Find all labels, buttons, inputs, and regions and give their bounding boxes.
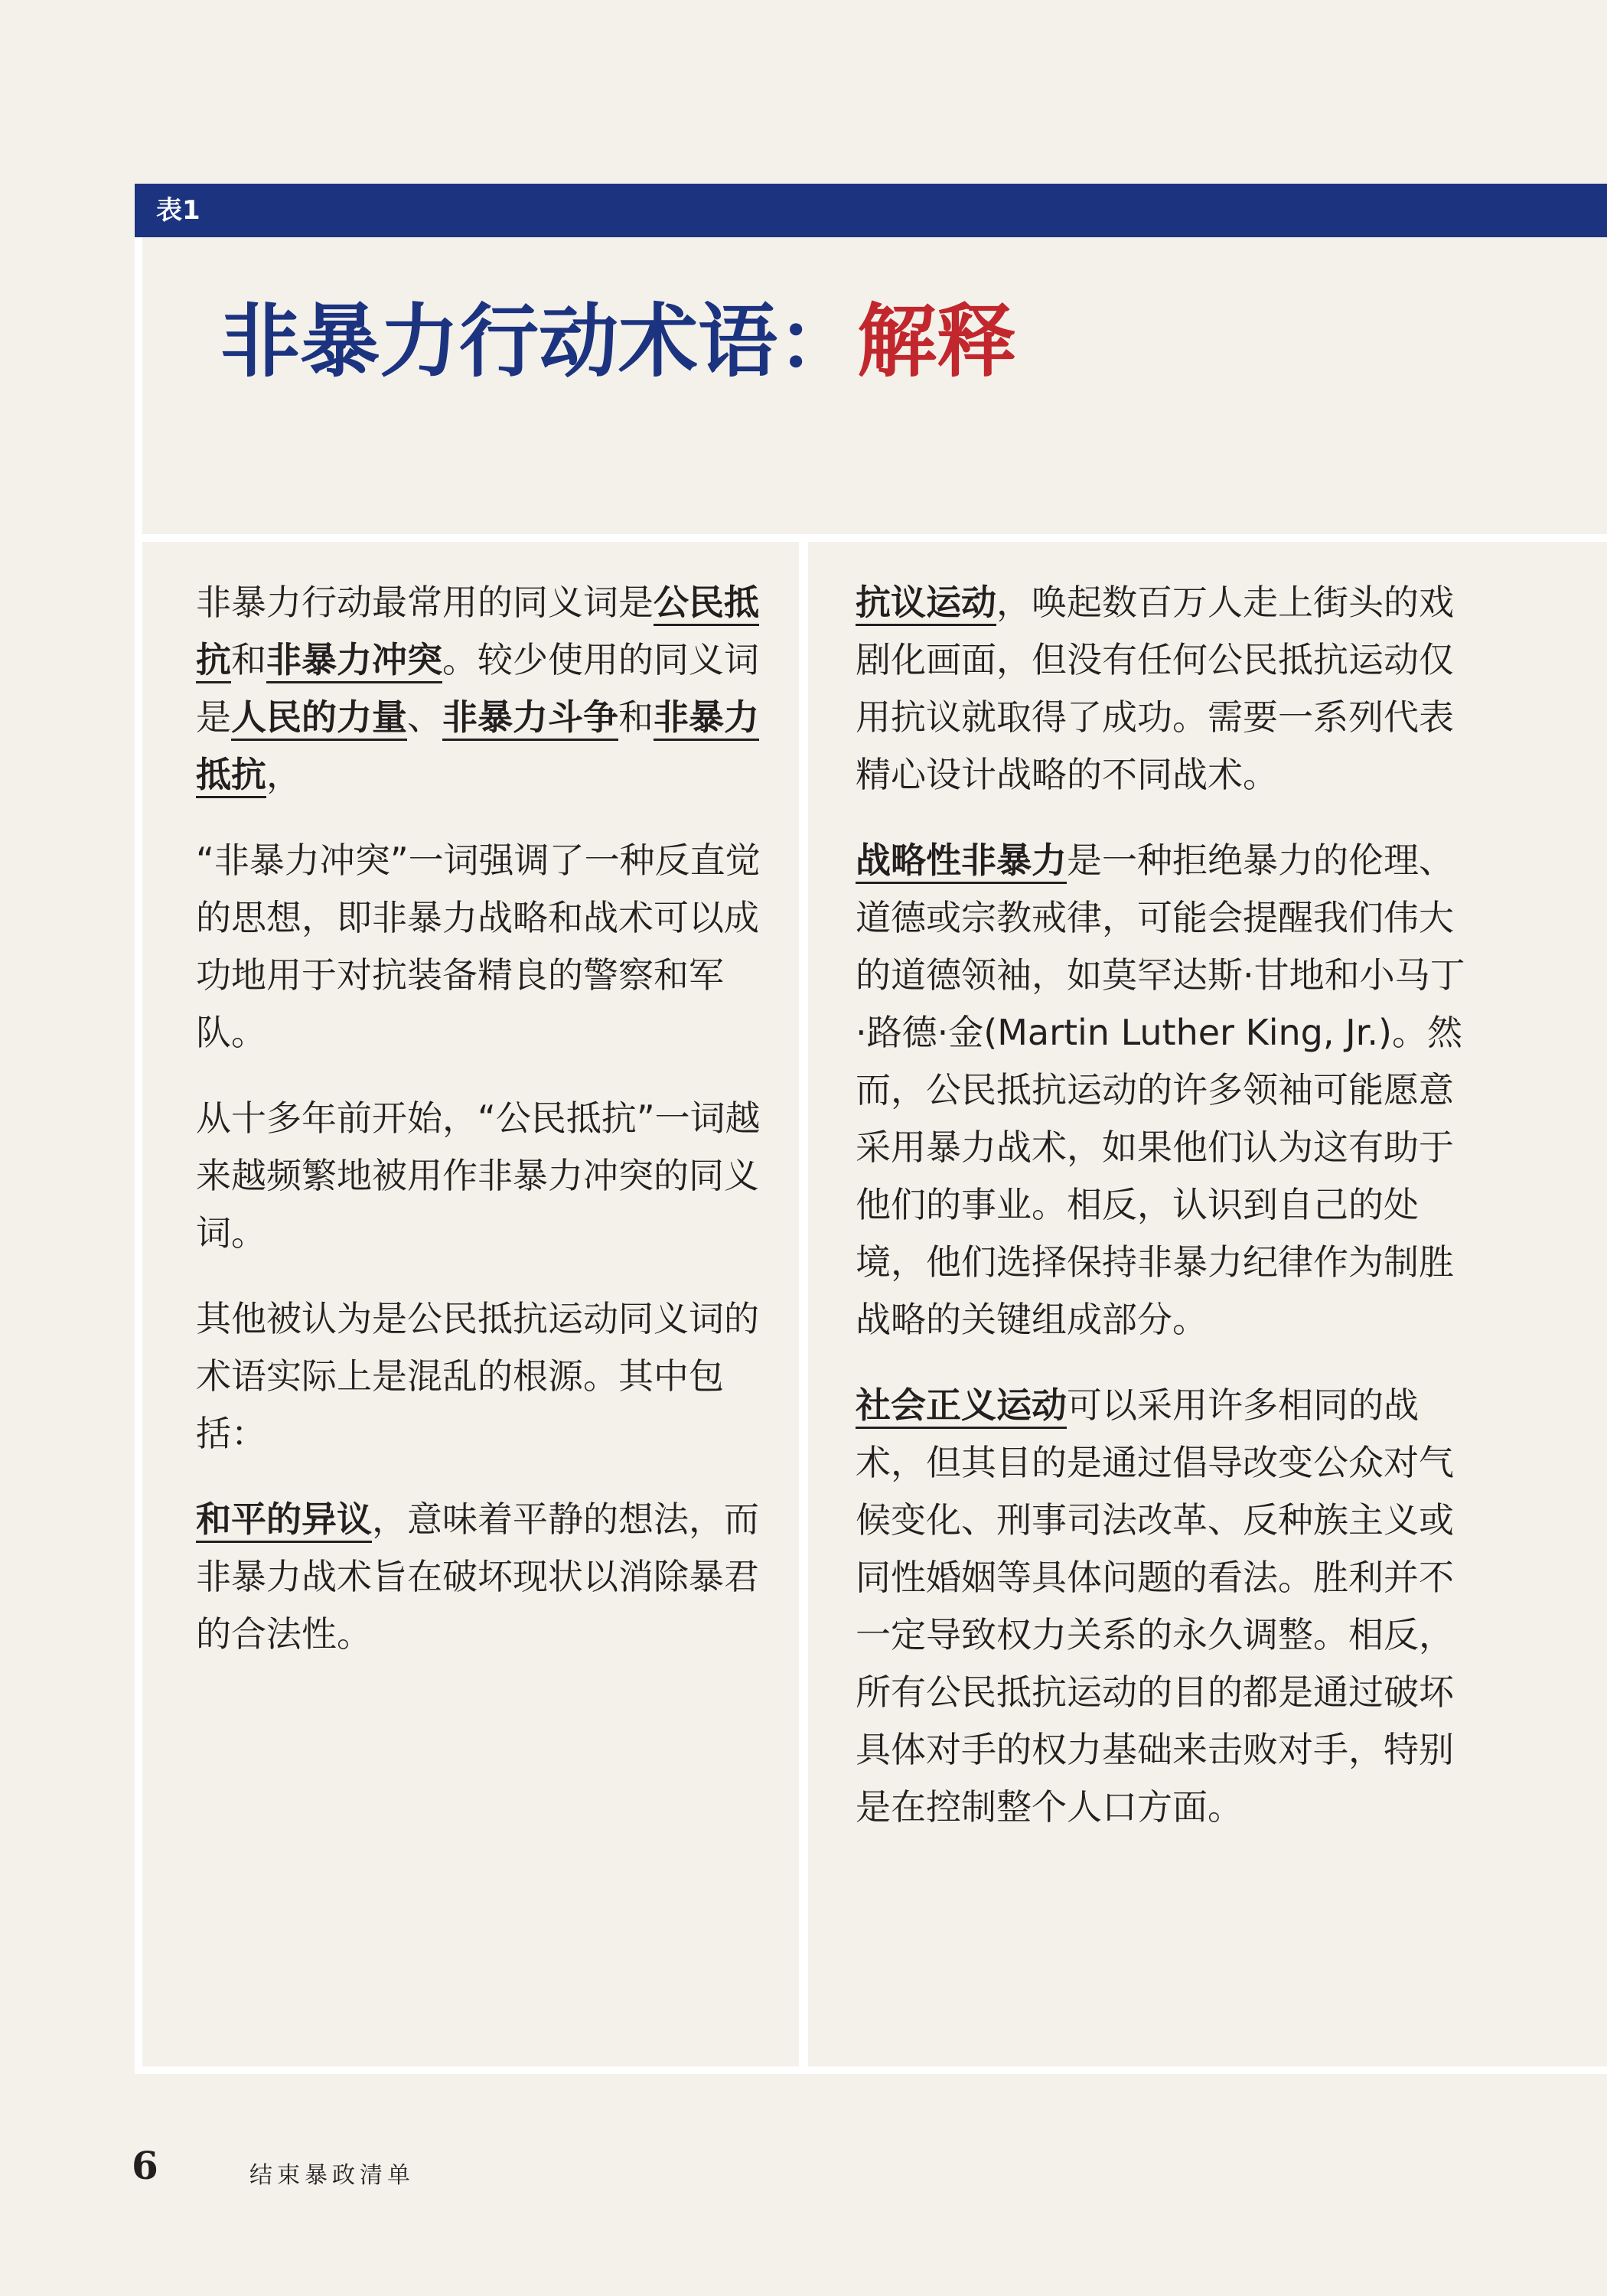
publication-title: 结束暴政清单	[249, 2162, 415, 2189]
paragraph	[196, 832, 777, 1062]
title-area	[142, 237, 1607, 542]
paragraph-text: 和	[231, 639, 266, 680]
paragraph-text: “非暴力冲突”一词强调了一种反直觉的思想，即非暴力战略和战术可以成功地用于对抗装备精良的警察和军队。	[196, 840, 761, 1053]
paragraph	[196, 574, 777, 804]
column-divider	[799, 542, 808, 2066]
paragraph-text: ，唤起数百万人走上街头的戏剧化画面，但没有任何公民抵抗运动仅用抗议就取得了成功。需要一系列代表精心设计战略的不同战术。	[856, 582, 1454, 795]
paragraph	[856, 1377, 1468, 1836]
page-title	[220, 288, 1016, 395]
defined-term: 社会正义运动	[856, 1384, 1067, 1426]
defined-term: 人民的力量	[231, 696, 407, 738]
terms-box	[135, 237, 1607, 2074]
table-label-bar	[135, 184, 1607, 237]
paragraph-text: 和	[618, 696, 654, 738]
defined-term: 抗议运动	[856, 582, 996, 623]
title-main: 非暴力行动术语：	[220, 295, 858, 388]
title-accent: 解释	[857, 295, 1017, 388]
defined-term: 公民抵抗	[196, 582, 759, 680]
paragraph	[196, 1090, 777, 1262]
table-label: 表1	[156, 195, 200, 226]
paragraph-text: 从十多年前开始，“公民抵抗”一词越来越频繁地被用作非暴力冲突的同义词。	[196, 1097, 761, 1254]
left-column	[196, 574, 777, 1691]
defined-term: 和平的异议	[196, 1499, 372, 1540]
paragraph-text: ，	[266, 754, 302, 795]
paragraph-text: ，意味着平静的想法，而非暴力战术旨在破坏现状以消除暴君的合法性。	[196, 1499, 759, 1655]
paragraph-text: 其他被认为是公民抵抗运动同义词的术语实际上是混乱的根源。其中包括：	[196, 1298, 759, 1454]
paragraph-text: 是一种拒绝暴力的伦理、道德或宗教戒律，可能会提醒我们伟大的道德领袖，如莫罕达斯·甘地和小马丁·路德·金(Martin Luther King, Jr.)。然而，公民抵抗运动的许多领袖可能愿意采用暴力战术，如果他们认为这有助于他们的事业。相反，认识到自己的处境，他们选择保持非暴力纪律作为制胜战略的关键组成部分。	[856, 840, 1465, 1340]
paragraph-text: 、	[407, 696, 442, 738]
defined-term: 非暴力抵抗	[196, 696, 759, 795]
defined-term: 战略性非暴力	[856, 840, 1067, 881]
defined-term: 非暴力斗争	[442, 696, 618, 738]
paragraph	[196, 1491, 777, 1663]
paragraph-text: 可以采用许多相同的战术，但其目的是通过倡导改变公众对气候变化、刑事司法改革、反种族主义或同性婚姻等具体问题的看法。胜利并不一定导致权力关系的永久调整。相反，所有公民抵抗运动的目的都是通过破坏具体对手的权力基础来击败对手，特别是在控制整个人口方面。	[856, 1384, 1454, 1828]
page-number: 6	[132, 2143, 158, 2188]
defined-term: 非暴力冲突	[266, 639, 442, 680]
right-column	[856, 574, 1468, 1864]
paragraph	[856, 832, 1468, 1349]
paragraph-text: 。较少使用的同义词是	[196, 639, 759, 738]
paragraph-text: 非暴力行动最常用的同义词是	[196, 582, 654, 623]
paragraph	[856, 574, 1468, 804]
paragraph	[196, 1290, 777, 1463]
